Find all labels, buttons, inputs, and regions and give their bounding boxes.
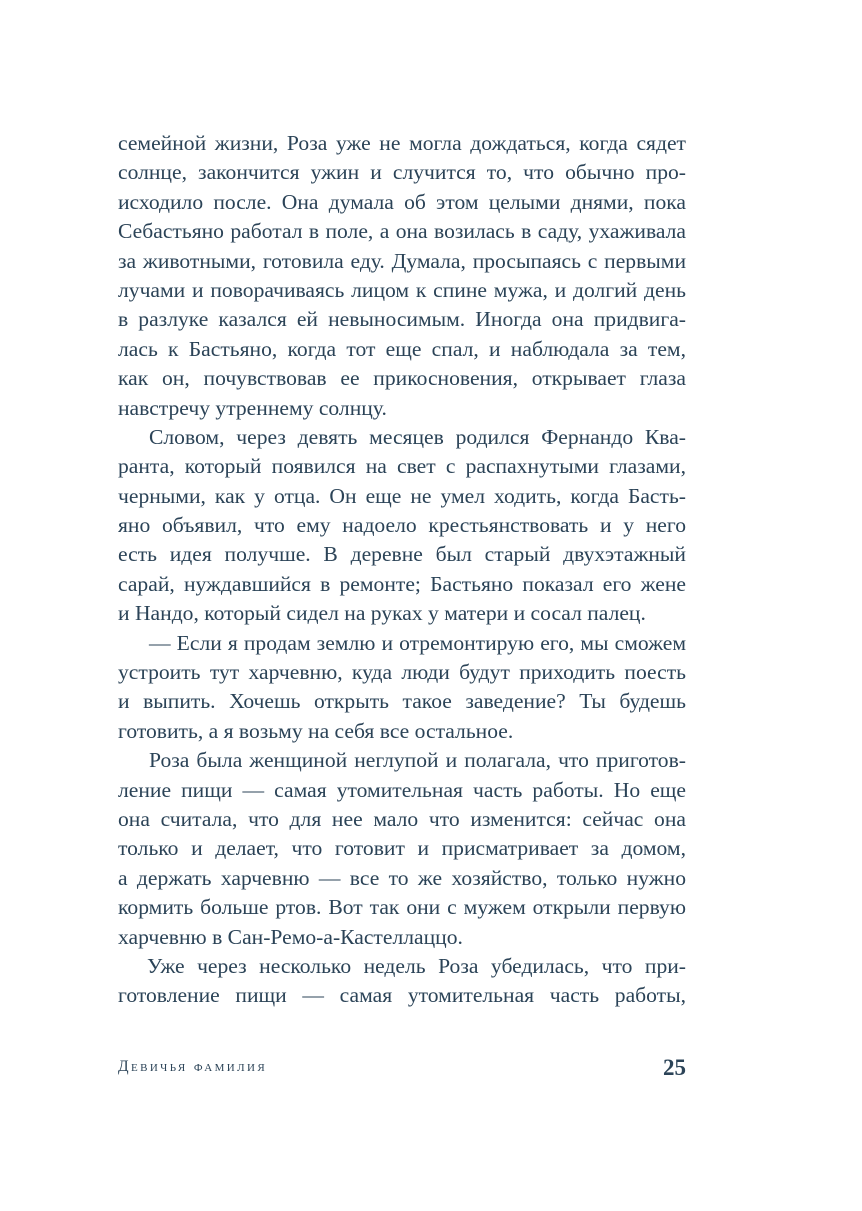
- text-line: лась к Бастьяно, когда тот еще спал, и наблюдала за тем,: [118, 336, 686, 361]
- page-number: 25: [663, 1055, 686, 1080]
- text-line: за животными, готовила еду. Думала, просыпаясь с первыми: [118, 248, 686, 273]
- text-line: семейной жизни, Роза уже не могла дождаться, когда сядет: [118, 131, 686, 155]
- running-title: Девичья фамилия: [118, 1058, 268, 1075]
- text-line: сарай, нуждавшийся в ремонте; Бастьяно показал его жене: [118, 571, 686, 596]
- text-line: готовить, а я возьму на себя все остальное.: [118, 718, 514, 743]
- text-line: а держать харчевню — все то же хозяйство, только нужно: [118, 865, 686, 890]
- text-line: готовление пищи — самая утомительная часть работы,: [118, 983, 686, 1008]
- text-line: Себастьяно работал в поле, а она возилась в саду, ухаживала: [118, 219, 686, 244]
- text-line: кормить больше ртов. Вот так они с мужем открыли первую: [118, 895, 686, 920]
- text-line: и Нандо, который сидел на руках у матери и сосал палец.: [118, 601, 646, 626]
- paragraph-start-line: — Если я продам землю и отремонтирую его, мы сможем: [149, 630, 686, 655]
- text-line: ранта, который появился на свет с распахнутыми глазами,: [118, 454, 686, 479]
- text-line: исходило после. Она думала об этом целыми днями, пока: [118, 189, 686, 214]
- paragraph-start-line: Роза была женщиной неглупой и полагала, что приготов-: [149, 748, 686, 773]
- text-line: она считала, что для нее мало что изменится: сейчас она: [118, 806, 686, 831]
- page-footer: [118, 1056, 686, 1084]
- paragraph-start-line: Словом, через девять месяцев родился Фернандо Ква-: [149, 424, 686, 449]
- text-line: навстречу утреннему солнцу.: [118, 395, 387, 420]
- text-line: черными, как у отца. Он еще не умел ходить, когда Басть-: [118, 483, 686, 508]
- text-line: устроить тут харчевню, куда люди будут приходить поесть: [118, 660, 686, 685]
- text-line: харчевню в Сан-Ремо-а-Кастеллаццо.: [118, 924, 463, 949]
- text-line: солнце, закончится ужин и случится то, что обычно про-: [118, 160, 686, 185]
- text-line: есть идея получше. В деревне был старый двухэтажный: [118, 542, 686, 567]
- text-line: ление пищи — самая утомительная часть работы. Но еще: [118, 777, 686, 802]
- text-line: и выпить. Хочешь открыть такое заведение? Ты будешь: [118, 689, 686, 714]
- text-line: яно объявил, что ему надоело крестьянствовать и у него: [118, 513, 686, 538]
- text-line: лучами и поворачиваясь лицом к спине мужа, и долгий день: [118, 277, 686, 302]
- paragraph-start-line: Уже через несколько недель Роза убедилась, что при-: [147, 953, 686, 978]
- body-text: [118, 129, 686, 1011]
- text-line: в разлуке казался ей невыносимым. Иногда она придвига-: [118, 307, 686, 332]
- text-line: только и делает, что готовит и присматривает за домом,: [118, 836, 686, 861]
- text-line: как он, почувствовав ее прикосновения, открывает глаза: [118, 366, 686, 391]
